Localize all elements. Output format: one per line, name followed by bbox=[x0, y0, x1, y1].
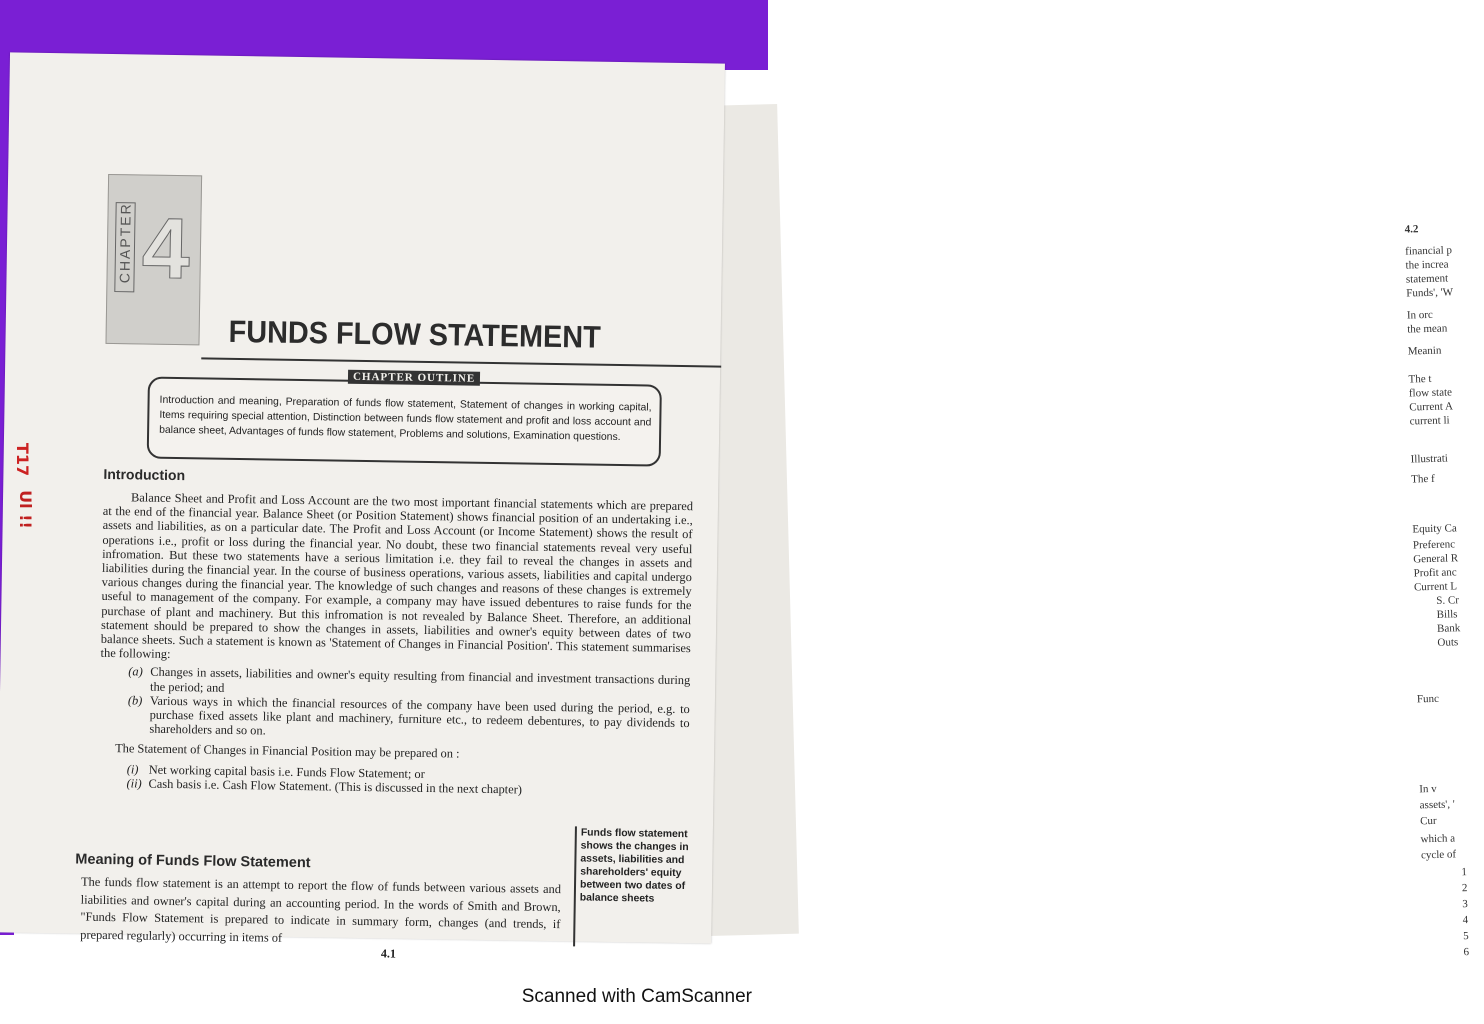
right-page-line: assets', ' bbox=[1419, 798, 1455, 812]
chapter-title: FUNDS FLOW STATEMENT bbox=[228, 313, 602, 355]
right-page-line: 4 bbox=[1462, 914, 1469, 927]
margin-annotation: T17 bbox=[13, 442, 33, 477]
intro-paragraph: Balance Sheet and Profit and Loss Account are the two most important financial statements which are prepared at the end of the financial year. Balance Sheet (or Position Statement) shows financial position of an undertaking i.e., assets and liabilities, as on a particular date. The Profit and Loss Account (or Income Statement) shows the result of operations i.e., profit or loss during the financial year. No doubt, these two financial statements reveal very useful infromation. But these two statements have a serious limitation i.e. they fail to reveal the changes in assets and liabilities during the financial year. In the course of business operations, various assets, liabilities and capital undergo various changes during the financial year. The knowledge of such changes and reasons of these changes is extremely useful to management of the company. For example, a company may have issued debentures to raise funds for the purchase of plant and machinery. But this infromation is not revealed by Balance Sheet. Therefore, an additional statement should be prepared to show the changes in assets, liabilities and owner's equity between dates of two balance sheets. Such a statement is known as 'Statement of Changes in Financial Position'. This statement summarises the following: bbox=[100, 490, 694, 662]
margin-annotation: Ul !! bbox=[15, 490, 35, 529]
list-text: Changes in assets, liabilities and owner's equity resulting from financial and investment transactions during the period; and bbox=[149, 665, 691, 695]
right-page-line: Meanin bbox=[1407, 344, 1442, 358]
right-page-line: Current A bbox=[1409, 400, 1454, 414]
right-page-line: cycle of bbox=[1420, 848, 1457, 862]
list-marker: (ii) bbox=[126, 776, 142, 791]
right-page-text bbox=[1404, 221, 1470, 959]
intro-body bbox=[98, 490, 693, 799]
list-text: Net working capital basis i.e. Funds Flow Statement; or bbox=[148, 762, 425, 781]
meaning-paragraph: The funds flow statement is an attempt to report the flow of funds between various assets and liabilities and owner's capital during an accounting period. In the words of Smith and Brown, "Funds Flow Statement is prepared to indicate in summary form, changes (and trends, if prepared regularly) occurring in items of bbox=[80, 874, 562, 945]
title-underline bbox=[201, 357, 721, 367]
right-page-line: Bank bbox=[1436, 622, 1461, 635]
right-page-line: the mean bbox=[1407, 322, 1448, 336]
right-page-line: Bills bbox=[1436, 608, 1458, 621]
list-marker: (b) bbox=[127, 693, 143, 708]
chapter-badge bbox=[105, 174, 202, 345]
chapter-outline-label: CHAPTER OUTLINE bbox=[348, 370, 480, 386]
sidebar-note: Funds flow statement shows the changes in assets, liabilities and shareholders' equity between two dates of balance sheets bbox=[579, 827, 689, 905]
right-page-line: S. Cr bbox=[1436, 594, 1460, 607]
chapter-label: CHAPTER bbox=[114, 202, 135, 292]
right-page-line: In orc bbox=[1406, 308, 1433, 322]
right-page-line: Equity Ca bbox=[1412, 522, 1457, 536]
list-marker: (i) bbox=[126, 761, 139, 777]
right-page-line: the increa bbox=[1405, 258, 1449, 272]
right-page-line: Illustrati bbox=[1410, 452, 1449, 466]
right-page-line: Funds', 'W bbox=[1406, 286, 1454, 300]
right-page-line: 1 bbox=[1461, 866, 1468, 879]
right-page-line: In v bbox=[1419, 782, 1437, 796]
right-page-line: statement bbox=[1405, 272, 1449, 286]
right-page-number: 4.2 bbox=[1404, 223, 1419, 236]
meaning-heading: Meaning of Funds Flow Statement bbox=[75, 851, 311, 872]
chapter-outline-box bbox=[147, 370, 662, 467]
right-page-line: flow state bbox=[1408, 386, 1453, 400]
page-number: 4.1 bbox=[380, 946, 397, 961]
chapter-number: 4 bbox=[141, 200, 191, 298]
scanner-watermark: Scanned with CamScanner bbox=[521, 986, 752, 1007]
list-marker: (a) bbox=[128, 664, 143, 679]
list-text: Cash basis i.e. Cash Flow Statement. (This is discussed in the next chapter) bbox=[148, 776, 523, 797]
right-page-line: Profit anc bbox=[1413, 566, 1457, 580]
right-page-line: Preferenc bbox=[1412, 538, 1456, 552]
right-page-line: Outs bbox=[1437, 636, 1459, 649]
right-page-line: 2 bbox=[1461, 882, 1468, 895]
right-page-line: Cur bbox=[1419, 814, 1437, 828]
right-page-line: Func bbox=[1416, 692, 1440, 706]
list-text: Various ways in which the financial resources of the company have been used during the period, e.g. to purchase fixed assets like plant and machinery, furniture etc., to redeem debentures, to pay dividends to shareholders and so on. bbox=[149, 693, 690, 738]
right-page-line: 5 bbox=[1462, 930, 1469, 943]
right-page-line: The t bbox=[1408, 372, 1432, 386]
right-page-line: current li bbox=[1409, 414, 1450, 428]
right-page-line: financial p bbox=[1405, 244, 1453, 258]
right-page-line: Current L bbox=[1413, 580, 1458, 594]
left-page bbox=[0, 52, 725, 961]
statement-basis-intro: The Statement of Changes in Financial Position may be prepared on : bbox=[115, 741, 460, 761]
chapter-outline-text: Introduction and meaning, Preparation of funds flow statement, Statement of changes in working capital, Items requiring special attention, Distinction between funds flow statement and profit and loss account and balance sheet, Advantages of funds flow statement, Problems and solutions, Examination questions. bbox=[159, 394, 652, 444]
right-page-line: 3 bbox=[1462, 898, 1468, 911]
right-page-line: which a bbox=[1420, 832, 1456, 846]
right-page-line: General R bbox=[1413, 552, 1459, 566]
right-page-line: 6 bbox=[1463, 946, 1470, 959]
sidebar-rule bbox=[573, 826, 577, 946]
intro-heading: Introduction bbox=[103, 465, 186, 484]
right-page-line: The f bbox=[1411, 472, 1435, 486]
